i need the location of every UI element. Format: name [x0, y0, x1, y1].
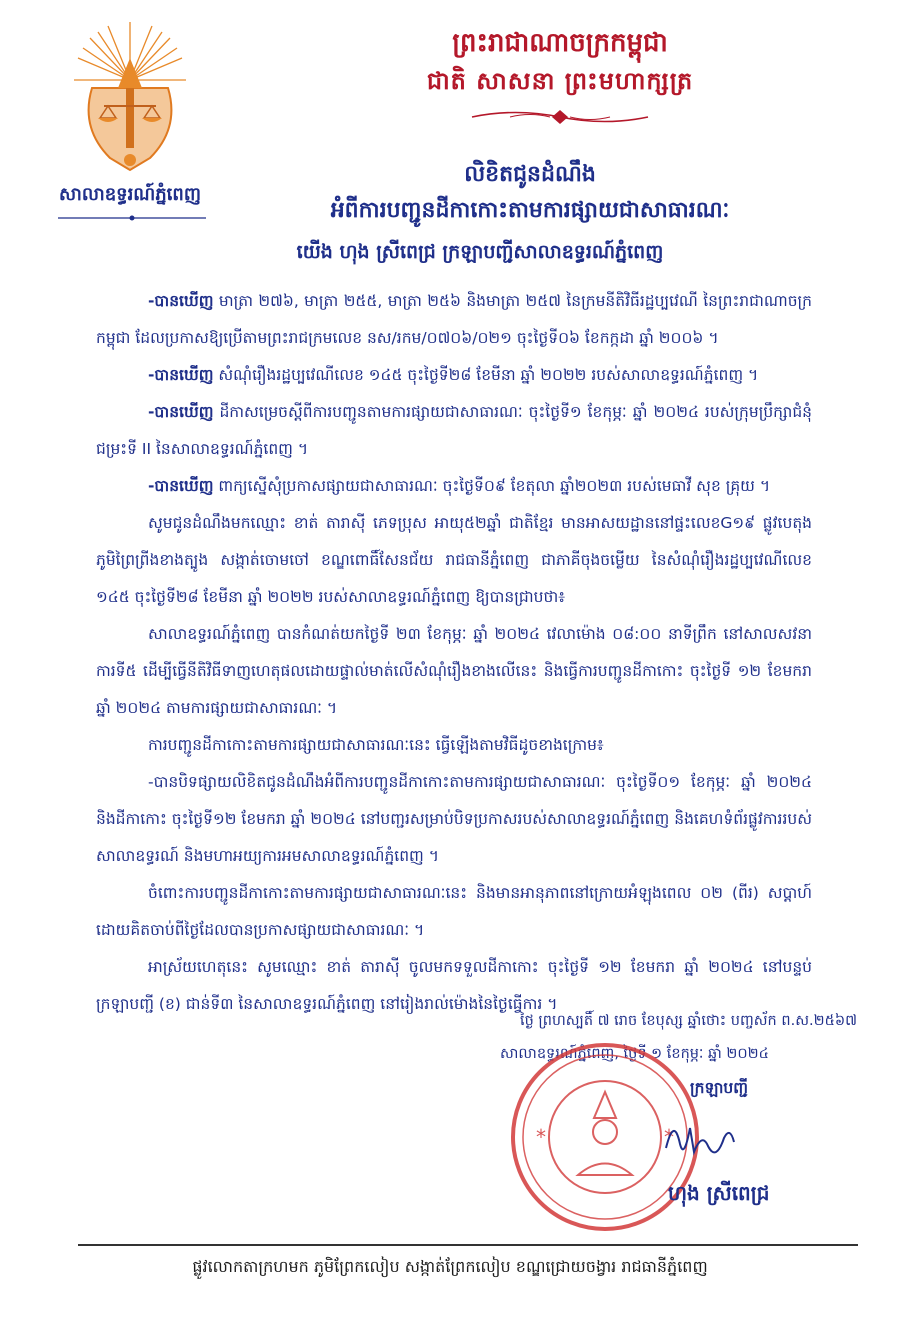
body-paragraph: ចំពោះការបញ្ជូនដីកាកោះតាមការផ្សាយជាសាធារណៈនេះ និងមានអានុភាពនៅក្រោយអំឡុងពេល ០២ (ពីរ) សប្តាហ៍ ដោយគិតចាប់ពីថ្ងៃដែលបានប្រកាសផ្សាយជាសាធារណៈ ។	[96, 884, 812, 939]
body-paragraph: -បានឃើញ ដីកាសម្រេចស្តីពីការបញ្ជូនតាមការផ្សាយជាសាធារណៈ ចុះថ្ងៃទី១ ខែកុម្ភៈ ឆ្នាំ ២០២៤ របស់ក្រុមប្រឹក្សាជំនុំជម្រះទី II នៃសាលាឧទ្ធរណ៍ភ្នំពេញ ។	[96, 403, 812, 458]
body-paragraph: -បានឃើញ ពាក្យស្នើសុំប្រកាសផ្សាយជាសាធារណៈ ចុះថ្ងៃទី០៩ ខែតុលា ឆ្នាំ២០២៣ របស់មេធាវី សុខ គ្រុយ ។	[148, 477, 771, 495]
issuer-line: យើង ហុង ស្រីពេជ្រ ក្រឡាបញ្ជីសាលាឧទ្ធរណ៍ភ្នំពេញ	[296, 241, 664, 263]
lunar-date: ថ្ងៃ ព្រហស្បតិ៍ ៧ រោច ខែបុស្ស ឆ្នាំថោះ បញ្ចស័ក ព.ស.២៥៦៧	[520, 1013, 858, 1029]
body-paragraph: សាលាឧទ្ធរណ៍ភ្នំពេញ បានកំណត់យកថ្ងៃទី ២៣ ខែកុម្ភៈ ឆ្នាំ ២០២៤ វេលាម៉ោង ០៨:០០ នាទីព្រឹក នៅសាលសវនាការទី៥ ដើម្បីធ្វើនីតិវិធីទាញហេតុផលដោយផ្ទាល់មាត់លើសំណុំរឿងខាងលើនេះ និងធ្វើការបញ្ជូនដីកាកោះ ចុះថ្ងៃទី ១២ ខែមករា ឆ្នាំ ២០២៤ តាមការផ្សាយជាសាធារណៈ ។	[96, 625, 812, 717]
body-paragraph: -បានបិទផ្សាយលិខិតជូនដំណឹងអំពីការបញ្ជូនដីកាកោះតាមការផ្សាយជាសាធារណៈ ចុះថ្ងៃទី០១ ខែកុម្ភៈ ឆ្នាំ ២០២៤ និងដីកាកោះ ចុះថ្ងៃទី១២ ខែមករា ឆ្នាំ ២០២៤ នៅបញ្ជរសម្រាប់បិទប្រកាសរបស់សាលាឧទ្ធរណ៍ភ្នំពេញ និងគេហទំព័រផ្លូវការរបស់សាលាឧទ្ធរណ៍ និងមហាអយ្យការអមសាលាឧទ្ធរណ៍ភ្នំពេញ ។	[96, 773, 812, 865]
court-emblem-icon	[70, 18, 190, 178]
court-label-ornament	[58, 214, 206, 222]
body-paragraph: -បានឃើញ សំណុំរឿងរដ្ឋប្បវេណីលេខ ១៤៥ ចុះថ្ងៃទី២៨ ខែមីនា ឆ្នាំ ២០២២ របស់សាលាឧទ្ធរណ៍ភ្នំពេញ ។	[148, 366, 759, 384]
body-paragraph: សូមជូនដំណឹងមកឈ្មោះ ខាត់ តារាស៊ី ភេទប្រុស អាយុ៥២ឆ្នាំ ជាតិខ្មែរ មានអាសយដ្ឋាននៅផ្ទះលេខG១៩ ផ្លូវបេតុង ភូមិព្រៃព្រីងខាងត្បូង សង្កាត់ចោមចៅ ខណ្ឌពោធិ៍សែនជ័យ រាជធានីភ្នំពេញ ជាភាគីចុងចម្លើយ នៃសំណុំរឿងរដ្ឋប្បវេណីលេខ ១៤៥ ចុះថ្ងៃទី២៨ ខែមីនា ឆ្នាំ ២០២២ របស់សាលាឧទ្ធរណ៍ភ្នំពេញ ឱ្យបានជ្រាបថា៖	[96, 514, 812, 606]
header-ornament-divider	[470, 108, 650, 126]
footer-address: ផ្លូវលោកតាក្រហមក ភូមិព្រែកលៀប សង្កាត់ព្រែកលៀប ខណ្ឌជ្រោយចង្វារ រាជធានីភ្នំពេញ	[192, 1257, 708, 1276]
handwritten-signature	[660, 1108, 740, 1168]
body-paragraph: ការបញ្ជូនដីកាកោះតាមការផ្សាយជាសាធារណៈនេះ ធ្វើឡើងតាមវិធីដូចខាងក្រោម៖	[148, 736, 604, 754]
motto-heading: ជាតិ សាសនា ព្រះមហាក្សត្រ	[426, 67, 694, 95]
court-name-label: សាលាឧទ្ធរណ៍ភ្នំពេញ	[59, 184, 201, 205]
body-paragraph: -បានឃើញ មាត្រា ២៧៦, មាត្រា ២៥៥, មាត្រា ២៥៦ និងមាត្រា ២៥៧ នៃក្រមនីតិវិធីរដ្ឋប្បវេណី នៃព្រះរាជាណាចក្រកម្ពុជា ដែលប្រកាសឱ្យប្រើតាមព្រះរាជក្រមលេខ នស/រកម/០៧០៦/០២១ ចុះថ្ងៃទី០៦ ខែកក្កដា ឆ្នាំ ២០០៦ ។	[96, 292, 812, 347]
notice-subject: អំពីការបញ្ជូនដីកាកោះតាមការផ្សាយជាសាធារណៈ	[330, 198, 730, 223]
kingdom-heading: ព្រះរាជាណាចក្រកម្ពុជា	[452, 28, 668, 58]
footer-divider	[78, 1244, 858, 1246]
place-date: សាលាឧទ្ធរណ៍ភ្នំពេញ, ថ្ងៃទី ១ ខែកុម្ភៈ ឆ្នាំ ២០២៤	[500, 1046, 769, 1062]
signer-role: ក្រឡាបញ្ជី	[690, 1079, 748, 1097]
notice-body	[96, 283, 812, 1023]
svg-text:*: *	[664, 1125, 674, 1149]
svg-text:*: *	[536, 1125, 546, 1149]
notice-title: លិខិតជូនដំណឹង	[464, 162, 596, 187]
signer-name: ហុង ស្រីពេជ្រ	[668, 1181, 770, 1205]
body-paragraph: អាស្រ័យហេតុនេះ សូមឈ្មោះ ខាត់ តារាស៊ី ចូលមកទទួលដីកាកោះ ចុះថ្ងៃទី ១២ ខែមករា ឆ្នាំ ២០២៤ នៅបន្ទប់ក្រឡាបញ្ជី (ខ) ជាន់ទី៣ នៃសាលាឧទ្ធរណ៍ភ្នំពេញ នៅរៀងរាល់ម៉ោងនៃថ្ងៃធ្វើការ ។	[96, 958, 812, 1013]
